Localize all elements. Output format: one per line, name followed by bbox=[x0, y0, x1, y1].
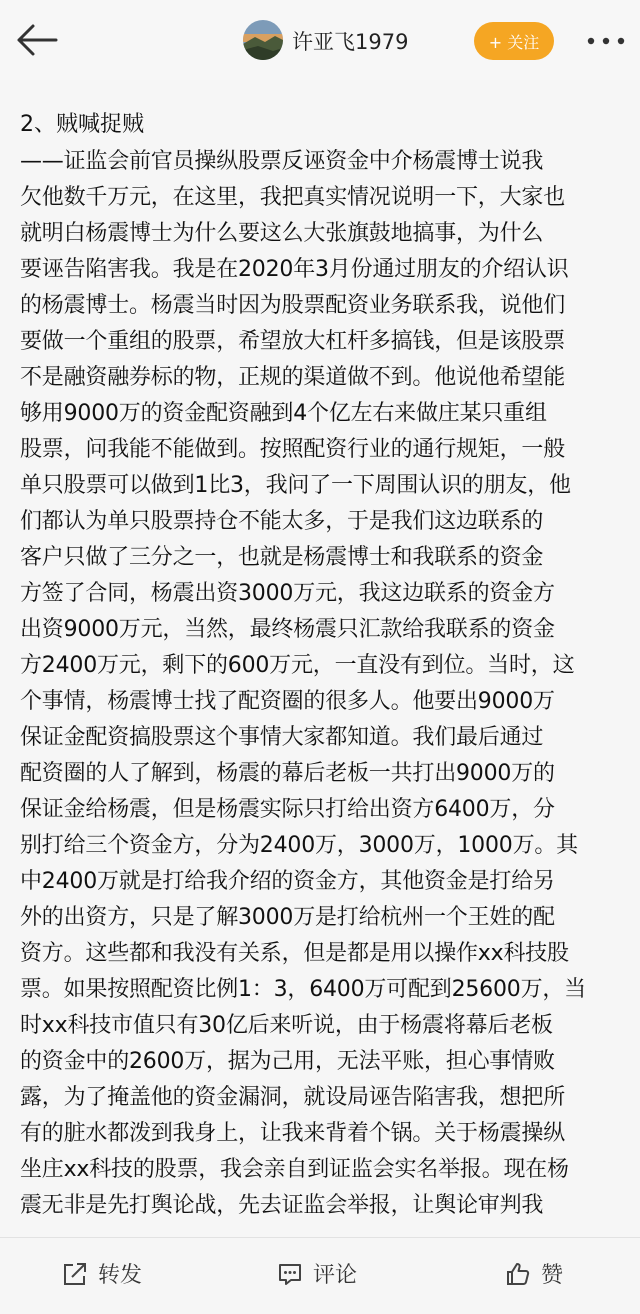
repost-label: 转发 bbox=[98, 1263, 143, 1288]
text-line: 出资9000万元，当然，最终杨震只汇款给我联系的资金 bbox=[20, 617, 555, 642]
like-button[interactable] bbox=[505, 1258, 563, 1289]
text-line: 单只股票可以做到1比3，我问了一下周围认识的朋友，他 bbox=[20, 473, 571, 498]
text-line: 票。如果按照配资比例1：3，6400万可配到25600万，当 bbox=[20, 977, 586, 1002]
text-line: 震无非是先打舆论战，先去证监会举报，让舆论审判我 bbox=[20, 1193, 544, 1218]
text-line: 够用9000万的资金配资融到4个亿左右来做庄某只重组 bbox=[20, 401, 547, 426]
text-line: 中2400万就是打给我介绍的资金方，其他资金是打给另 bbox=[20, 869, 555, 894]
back-arrow-icon[interactable] bbox=[14, 20, 58, 60]
follow-button[interactable]: + 关注 bbox=[474, 22, 554, 60]
text-line: 要诬告陷害我。我是在2020年3月份通过朋友的介绍认识 bbox=[20, 257, 569, 282]
text-line: 保证金配资搞股票这个事情大家都知道。我们最后通过 bbox=[20, 725, 544, 750]
comment-icon bbox=[277, 1261, 303, 1287]
text-line: 个事情，杨震博士找了配资圈的很多人。他要出9000万 bbox=[20, 689, 555, 714]
text-line: 别打给三个资金方，分为2400万，3000万，1000万。其 bbox=[20, 833, 578, 858]
article-body bbox=[20, 107, 620, 1250]
text-line: 们都认为单只股票持仓不能太多，于是我们这边联系的 bbox=[20, 509, 544, 534]
text-line: 的杨震博士。杨震当时因为股票配资业务联系我，说他们 bbox=[20, 293, 566, 318]
like-icon bbox=[505, 1261, 531, 1287]
comment-button[interactable] bbox=[277, 1258, 357, 1289]
like-label: 赞 bbox=[541, 1263, 564, 1288]
text-line: 有的脏水都泼到我身上，让我来背着个锅。关于杨震操纵 bbox=[20, 1121, 566, 1146]
text-line: 资方。这些都和我没有关系，但是都是用以操作xx科技股 bbox=[20, 941, 569, 966]
text-line: ——证监会前官员操纵股票反诬资金中介杨震博士说我 bbox=[20, 149, 544, 174]
bottom-action-bar bbox=[0, 1237, 640, 1314]
text-line: 不是融资融券标的物，正规的渠道做不到。他说他希望能 bbox=[20, 365, 566, 390]
text-line: 客户只做了三分之一，也就是杨震博士和我联系的资金 bbox=[20, 545, 544, 570]
avatar[interactable] bbox=[243, 20, 283, 60]
text-line: 的资金中的2600万，据为己用，无法平账，担心事情败 bbox=[20, 1049, 555, 1074]
more-dots-icon[interactable] bbox=[586, 36, 626, 46]
text-line: 股票，问我能不能做到。按照配资行业的通行规矩，一般 bbox=[20, 437, 566, 462]
text-line: 要做一个重组的股票，希望放大杠杆多搞钱，但是该股票 bbox=[20, 329, 566, 354]
text-line: 外的出资方，只是了解3000万是打给杭州一个王姓的配 bbox=[20, 905, 555, 930]
text-line: 方签了合同，杨震出资3000万元，我这边联系的资金方 bbox=[20, 581, 555, 606]
text-line: 配资圈的人了解到，杨震的幕后老板一共打出9000万的 bbox=[20, 761, 555, 786]
top-bar bbox=[0, 0, 640, 80]
article-heading: 2、贼喊捉贼 bbox=[20, 112, 144, 137]
text-line: 坐庄xx科技的股票，我会亲自到证监会实名举报。现在杨 bbox=[20, 1157, 569, 1182]
article-paragraph bbox=[20, 144, 620, 1224]
repost-icon bbox=[62, 1261, 88, 1287]
username[interactable]: 许亚飞1979 bbox=[292, 30, 409, 54]
repost-button[interactable] bbox=[62, 1258, 142, 1289]
text-line: 露，为了掩盖他的资金漏洞，就设局诬告陷害我，想把所 bbox=[20, 1085, 566, 1110]
text-line: 保证金给杨震，但是杨震实际只打给出资方6400万，分 bbox=[20, 797, 555, 822]
text-line: 时xx科技市值只有30亿后来听说，由于杨震将幕后老板 bbox=[20, 1013, 553, 1038]
text-line: 欠他数千万元，在这里，我把真实情况说明一下，大家也 bbox=[20, 185, 566, 210]
text-line: 就明白杨震博士为什么要这么大张旗鼓地搞事，为什么 bbox=[20, 221, 544, 246]
comment-label: 评论 bbox=[313, 1263, 358, 1288]
text-line: 方2400万元，剩下的600万元，一直没有到位。当时，这 bbox=[20, 653, 575, 678]
